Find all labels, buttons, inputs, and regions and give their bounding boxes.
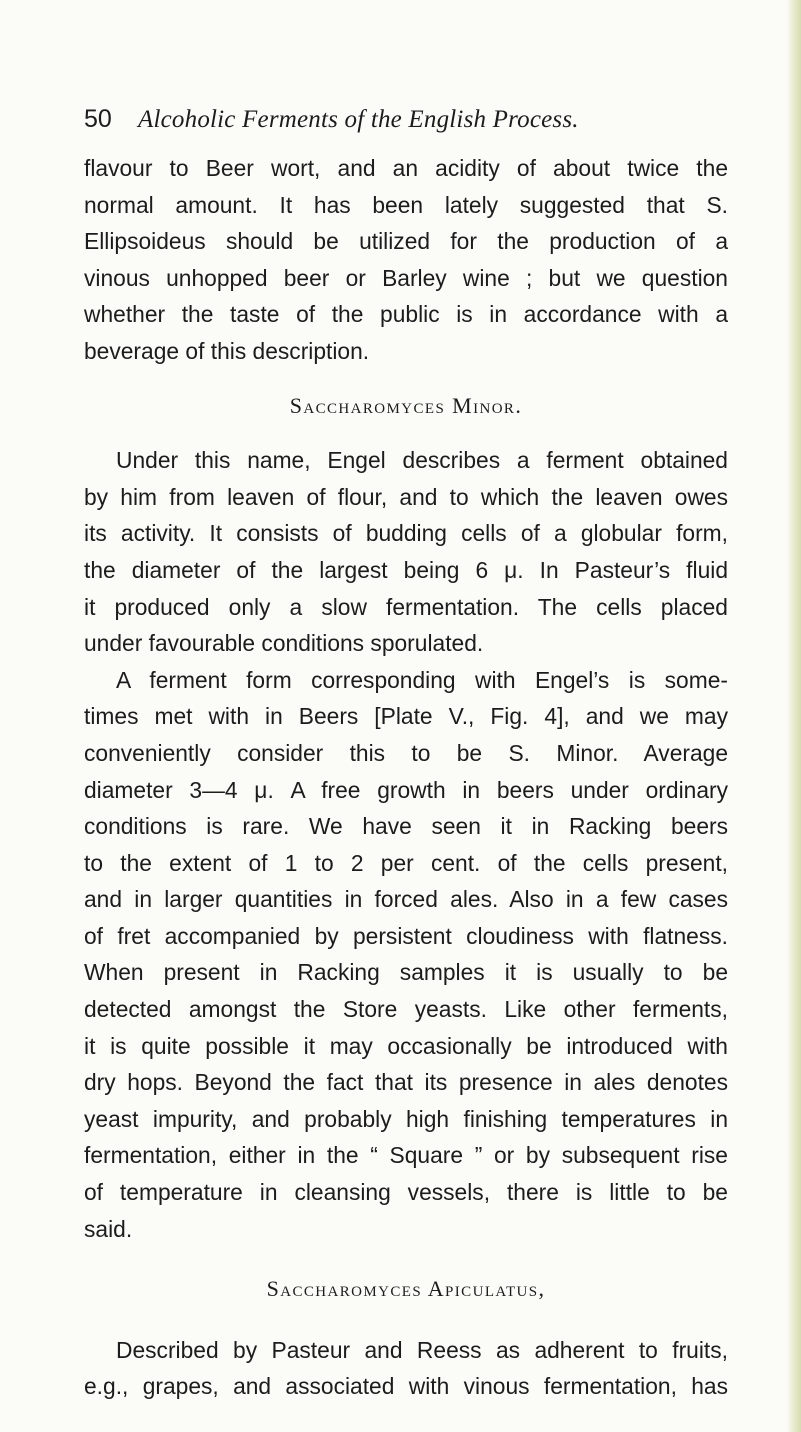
text-line: detected amongst the Store yeasts. Like other ferments,	[84, 996, 728, 1023]
text-line: diameter 3—4 μ. A free growth in beers under ordinary	[84, 776, 728, 803]
page-edge	[787, 0, 801, 1432]
text-line: fermentation, either in the “ Square ” or by subsequent rise	[84, 1142, 728, 1169]
text-line: of temperature in cleansing vessels, there is little to be	[84, 1179, 728, 1206]
text-line: by him from leaven of flour, and to which the leaven owes	[84, 483, 728, 510]
running-title: Alcoholic Ferments of the English Process.	[138, 106, 579, 133]
text-line: it is quite possible it may occasionally be introduced with	[84, 1032, 728, 1059]
text-line: under favourable conditions sporulated.	[84, 630, 484, 657]
text-line: Under this name, Engel describes a ferment obtained	[116, 447, 728, 474]
text-line: conveniently consider this to be S. Minor. Average	[84, 739, 728, 766]
section-heading: Saccharomyces Apiculatus,	[266, 1276, 546, 1302]
text-line: it produced only a slow fermentation. The cells placed	[84, 593, 728, 620]
text-line: flavour to Beer wort, and an acidity of about twice the	[84, 155, 728, 181]
text-line: e.g., grapes, and associated with vinous fermentation, has	[84, 1373, 728, 1400]
text-line: the diameter of the largest being 6 μ. In Pasteur’s fluid	[84, 556, 728, 583]
paragraph	[84, 662, 728, 1248]
text-line: beverage of this description.	[84, 337, 370, 364]
text-line: dry hops. Beyond the fact that its presence in ales denotes	[84, 1069, 728, 1096]
text-line: and in larger quantities in forced ales. Also in a few cases	[84, 886, 728, 913]
text-line: normal amount. It has been lately suggested that S.	[84, 191, 728, 218]
paragraph	[84, 150, 728, 370]
page-number: 50	[84, 105, 112, 133]
text-line: of fret accompanied by persistent cloudiness with flatness.	[84, 922, 728, 949]
paragraph	[84, 1332, 728, 1405]
text-line: A ferment form corresponding with Engel’s is some-	[116, 666, 728, 693]
running-head	[84, 102, 724, 136]
text-line: said.	[84, 1215, 133, 1242]
text-line: vinous unhopped beer or Barley wine ; but we question	[84, 264, 728, 291]
text-line: whether the taste of the public is in accordance with a	[84, 301, 728, 328]
body-text	[84, 150, 728, 1405]
text-line: When present in Racking samples it is usually to be	[84, 959, 728, 986]
text-line: to the extent of 1 to 2 per cent. of the cells present,	[84, 849, 728, 876]
paragraph	[84, 442, 728, 662]
text-line: conditions is rare. We have seen it in Racking beers	[84, 813, 728, 840]
text-line: yeast impurity, and probably high finishing temperatures in	[84, 1105, 728, 1132]
text-line: Ellipsoideus should be utilized for the production of a	[84, 228, 728, 255]
text-line: its activity. It consists of budding cells of a globular form,	[84, 520, 728, 547]
text-line: Described by Pasteur and Reess as adherent to fruits,	[116, 1336, 728, 1363]
text-line: times met with in Beers [Plate V., Fig. 4], and we may	[84, 703, 728, 730]
section-heading: Saccharomyces Minor.	[289, 392, 523, 418]
